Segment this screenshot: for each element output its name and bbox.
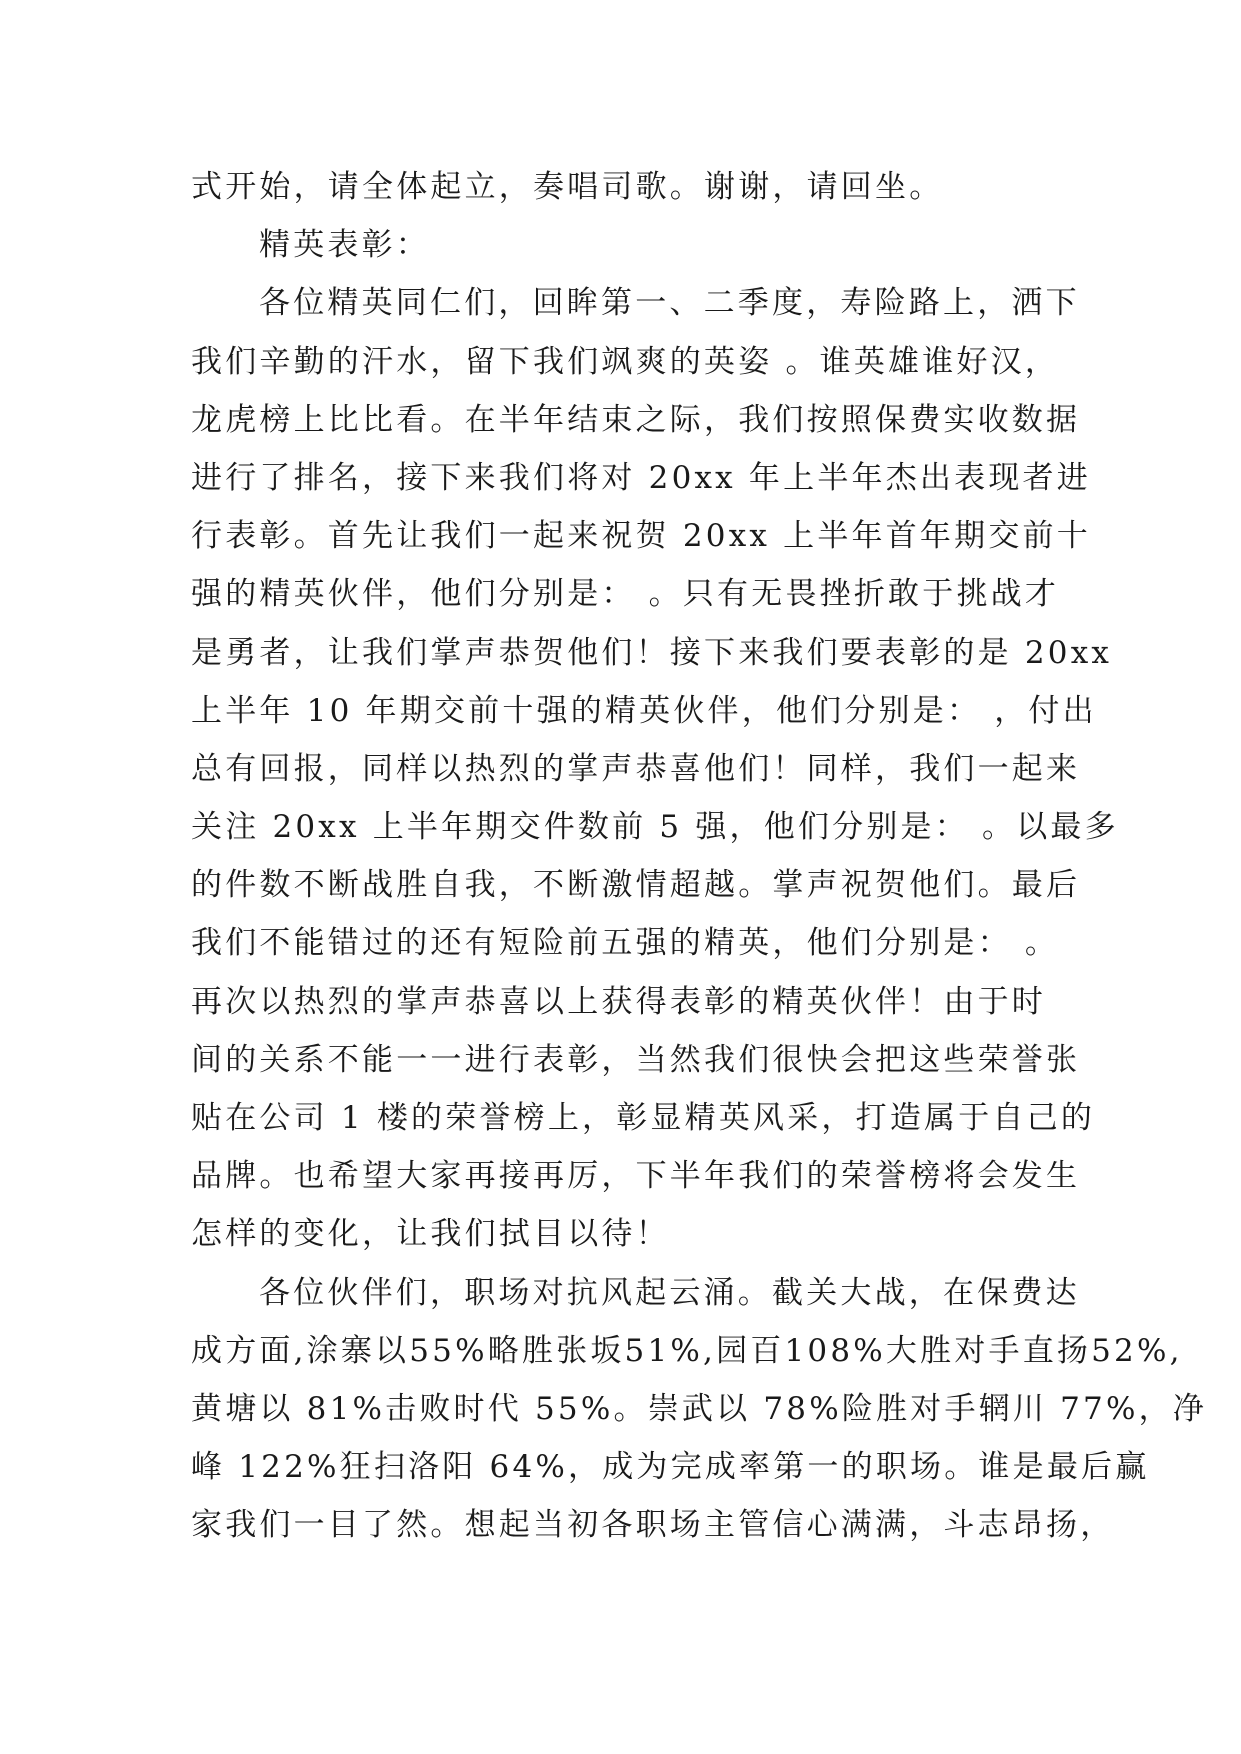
paragraph-line: 再次以热烈的掌声恭喜以上获得表彰的精英伙伴！由于时 — [191, 983, 1046, 1020]
paragraph-line: 各位精英同仁们，回眸第一、二季度，寿险路上，洒下 — [259, 285, 1080, 322]
paragraph-line: 我们不能错过的还有短险前五强的精英，他们分别是： 。 — [191, 925, 1060, 962]
paragraph-line: 间的关系不能一一进行表彰，当然我们很快会把这些荣誉张 — [191, 1041, 1081, 1078]
paragraph-line: 总有回报，同样以热烈的掌声恭喜他们！同样，我们一起来 — [191, 750, 1081, 787]
paragraph-line: 进行了排名，接下来我们将对 20xx 年上半年杰出表现者进 — [191, 459, 1091, 496]
paragraph-line: 贴在公司 1 楼的荣誉榜上，彰显精英风采，打造属于自己的 — [191, 1100, 1096, 1136]
paragraph-line: 成方面,涂寨以55%略胜张坂51%,园百108%大胜对手直扬52%, — [191, 1332, 1183, 1369]
section-heading: 精英表彰： — [259, 227, 430, 264]
paragraph-line: 是勇者，让我们掌声恭贺他们！接下来我们要表彰的是 20xx — [191, 634, 1113, 671]
paragraph-line: 龙虎榜上比比看。在半年结束之际，我们按照保费实收数据 — [191, 401, 1081, 438]
paragraph-line: 强的精英伙伴，他们分别是： 。只有无畏挫折敢于挑战才 — [191, 576, 1060, 613]
paragraph-line: 式开始，请全体起立，奏唱司歌。谢谢，请回坐。 — [191, 169, 944, 205]
document-body — [191, 158, 1208, 1555]
paragraph-line: 品牌。也希望大家再接再厉，下半年我们的荣誉榜将会发生 — [191, 1158, 1081, 1195]
paragraph-line: 上半年 10 年期交前十强的精英伙伴，他们分别是： ，付出 — [191, 692, 1097, 729]
paragraph-line: 各位伙伴们，职场对抗风起云涌。截关大战，在保费达 — [259, 1274, 1080, 1311]
paragraph-line: 行表彰。首先让我们一起来祝贺 20xx 上半年首年期交前十 — [191, 518, 1091, 555]
paragraph-line: 的件数不断战胜自我，不断激情超越。掌声祝贺他们。最后 — [191, 867, 1081, 904]
paragraph-line: 我们辛勤的汗水，留下我们飒爽的英姿 。谁英雄谁好汉， — [191, 343, 1060, 380]
paragraph-line: 家我们一目了然。想起当初各职场主管信心满满，斗志昂扬， — [191, 1507, 1115, 1544]
paragraph-line: 峰 122%狂扫洛阳 64%，成为完成率第一的职场。谁是最后赢 — [191, 1449, 1150, 1486]
paragraph-line: 怎样的变化，让我们拭目以待！ — [191, 1216, 670, 1253]
paragraph-line: 黄塘以 81%击败时代 55%。崇武以 78%险胜对手辋川 77%，净 — [191, 1390, 1208, 1427]
paragraph-line: 关注 20xx 上半年期交件数前 5 强，他们分别是： 。以最多 — [191, 809, 1119, 846]
